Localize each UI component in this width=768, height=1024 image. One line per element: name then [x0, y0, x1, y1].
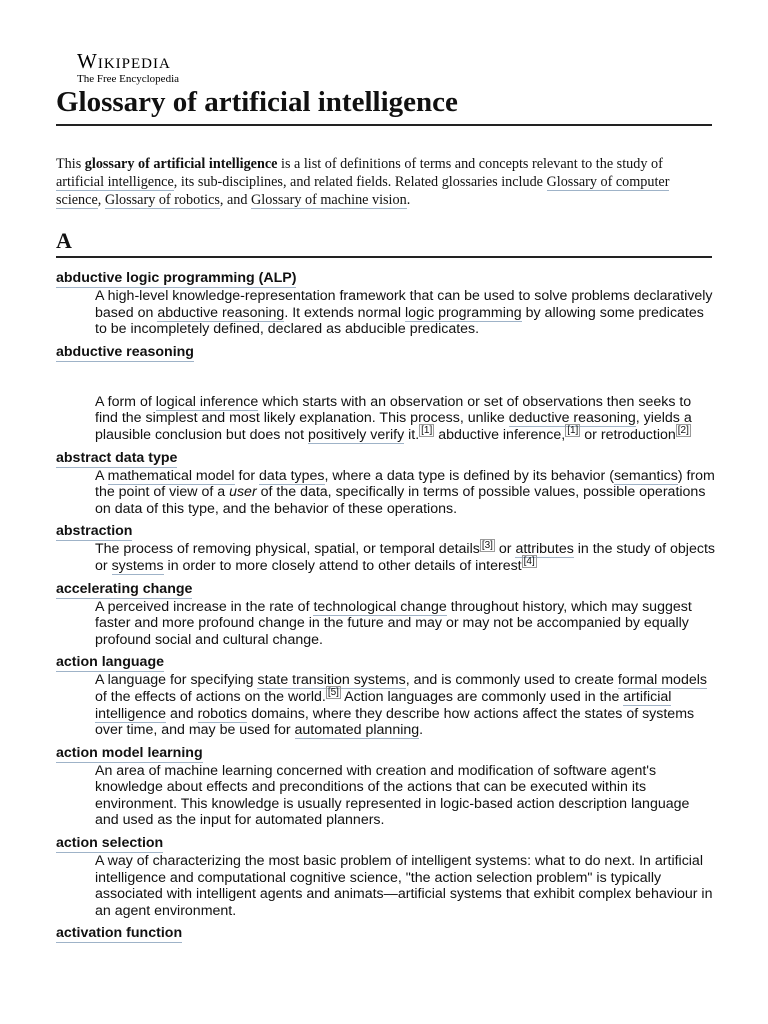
def-text: of the data, specifically in terms of possible values, possible operations on data of this type, and the behavior of these operations.: [95, 484, 706, 517]
link-glossary-computer-science[interactable]: Glossary of computer science: [56, 174, 670, 208]
link-artificial-intelligence[interactable]: artificial intelligence: [56, 174, 174, 190]
citation-ref[interactable]: [2]: [677, 425, 689, 437]
def-text: in the study of objects or: [95, 541, 715, 574]
def-text: or: [494, 541, 516, 558]
page-title: Glossary of artificial intelligence: [56, 84, 712, 126]
def-text: A perceived increase in the rate of: [95, 598, 314, 615]
term-action-selection[interactable]: action selection: [56, 835, 164, 852]
link-automated-planning[interactable]: automated planning: [294, 722, 420, 739]
link-attributes[interactable]: attributes: [515, 541, 574, 558]
def-text: A high-level knowledge-representation framework that can be used to solve problems declaratively based on: [95, 288, 713, 321]
definition: An area of machine learning concerned with creation and modification of software agent's knowledge about effects and preconditions of the actions that can be executed within its environment. This knowledge is usually represented in logic-based action description language and used as the input for automated planners.: [95, 762, 690, 829]
link-robotics[interactable]: robotics: [197, 705, 248, 722]
definition: [95, 394, 716, 444]
intro-bold: glossary of artificial intelligence: [84, 156, 278, 172]
link-state-transition-systems[interactable]: state transition systems: [257, 672, 406, 689]
term-action-model-learning[interactable]: action model learning: [56, 744, 203, 761]
term-abstraction[interactable]: abstraction: [56, 523, 133, 540]
definition: A way of characterizing the most basic problem of intelligent systems: what to do next. In artificial intelligence and computational cognitive science, "the action selection problem" is typically associated with intelligent agents and animats—artificial systems that exhibit complex behaviour in an agent environment.: [95, 853, 713, 919]
link-systems[interactable]: systems: [111, 557, 164, 574]
term-action-language[interactable]: action language: [56, 654, 164, 671]
def-text: A language for specifying: [95, 672, 258, 689]
definition: [95, 672, 716, 738]
glossary-entry: [56, 654, 716, 738]
citation-ref[interactable]: [1]: [421, 425, 433, 437]
link-technological-change[interactable]: technological change: [313, 598, 447, 615]
intro-paragraph: [56, 155, 714, 209]
def-text: . It extends normal: [284, 304, 405, 321]
def-text: .: [419, 722, 424, 739]
def-text: or retroduction: [580, 426, 676, 443]
logo-tagline: The Free Encyclopedia: [77, 73, 180, 85]
def-text: and: [166, 705, 198, 722]
def-text: in order to more closely attend to other details of interest: [163, 557, 522, 574]
wikipedia-logo[interactable]: [77, 50, 179, 85]
glossary-entry: [56, 835, 716, 919]
intro-text: is a list of definitions of terms and concepts relevant to the study of: [277, 156, 663, 172]
intro-text: , and: [219, 192, 252, 208]
glossary-entry: [56, 745, 716, 829]
def-text: A: [95, 467, 108, 484]
link-deductive-reasoning[interactable]: deductive reasoning: [508, 410, 636, 427]
citation-ref[interactable]: [1]: [567, 425, 579, 437]
def-emphasis: user: [229, 484, 257, 501]
citation-ref[interactable]: [5]: [327, 687, 339, 699]
link-positively-verify[interactable]: positively verify: [307, 426, 405, 443]
term-activation-function[interactable]: activation function: [56, 925, 183, 942]
intro-text: This: [56, 156, 85, 172]
def-text: abductive inference,: [434, 426, 566, 443]
definition: [95, 288, 716, 338]
term-abstract-data-type[interactable]: abstract data type: [56, 449, 178, 466]
definition: [95, 541, 716, 574]
link-data-types[interactable]: data types: [259, 467, 325, 484]
section-heading-a: A: [56, 228, 712, 258]
link-semantics[interactable]: semantics: [613, 467, 678, 484]
link-logic-programming[interactable]: logic programming: [404, 304, 522, 321]
glossary-entry: [56, 450, 716, 518]
spacer: [56, 362, 716, 394]
def-text: ) from the point of view of a: [95, 467, 715, 501]
link-glossary-machine-vision[interactable]: Glossary of machine vision: [251, 192, 407, 208]
def-text: for: [234, 467, 260, 484]
def-text: of the effects of actions on the world.: [95, 688, 326, 705]
link-abductive-reasoning[interactable]: abductive reasoning: [157, 304, 285, 321]
definition: [95, 599, 716, 649]
def-text: The process of removing physical, spatial, or temporal details: [95, 541, 480, 558]
glossary-entry: [56, 270, 716, 338]
link-formal-models[interactable]: formal models: [617, 672, 707, 689]
def-text: , where a data type is defined by its behavior (: [324, 467, 614, 484]
glossary-entry: [56, 925, 716, 943]
def-text: it.: [404, 426, 420, 443]
intro-text: .: [406, 192, 411, 208]
definition: [95, 468, 716, 518]
link-glossary-robotics[interactable]: Glossary of robotics: [104, 192, 220, 208]
term-abductive-reasoning[interactable]: abductive reasoning: [56, 343, 194, 360]
glossary-entry: [56, 344, 716, 444]
def-text: throughout history, which may suggest faster and more profound change in the future and may or may not be accompanied by equally profound social and cultural change.: [95, 598, 692, 648]
logo-wordmark: Wikipedia: [77, 49, 171, 73]
term-accelerating-change[interactable]: accelerating change: [56, 580, 193, 597]
def-text: , and is commonly used to create: [405, 672, 618, 689]
citation-ref[interactable]: [3]: [481, 539, 493, 551]
def-text: Action languages are commonly used in the: [340, 688, 624, 705]
def-text: , yields a plausible conclusion but does not: [95, 410, 692, 443]
def-text: by allowing some predicates to be incompletely defined, declared as abducible predicates.: [95, 304, 704, 338]
glossary-entry: [56, 523, 716, 574]
def-text: which starts with an observation or set of observations then seeks to find the simplest and most likely explanation. This process, unlike: [95, 393, 692, 427]
def-text: domains, where they describe how actions affect the states of systems over time, and may be used for: [95, 705, 695, 739]
citation-ref[interactable]: [4]: [523, 556, 535, 568]
link-artificial-intelligence[interactable]: artificial intelligence: [95, 688, 672, 722]
def-text: A form of: [95, 393, 156, 410]
link-logical-inference[interactable]: logical inference: [155, 393, 259, 410]
link-mathematical-model[interactable]: mathematical model: [107, 467, 235, 484]
term-abductive-logic-programming[interactable]: abductive logic programming (ALP): [56, 270, 297, 286]
intro-text: ,: [97, 192, 105, 208]
glossary-entry: [56, 581, 716, 649]
intro-text: , its sub-disciplines, and related fields. Related glossaries include: [173, 174, 547, 190]
glossary-list: [56, 270, 716, 949]
